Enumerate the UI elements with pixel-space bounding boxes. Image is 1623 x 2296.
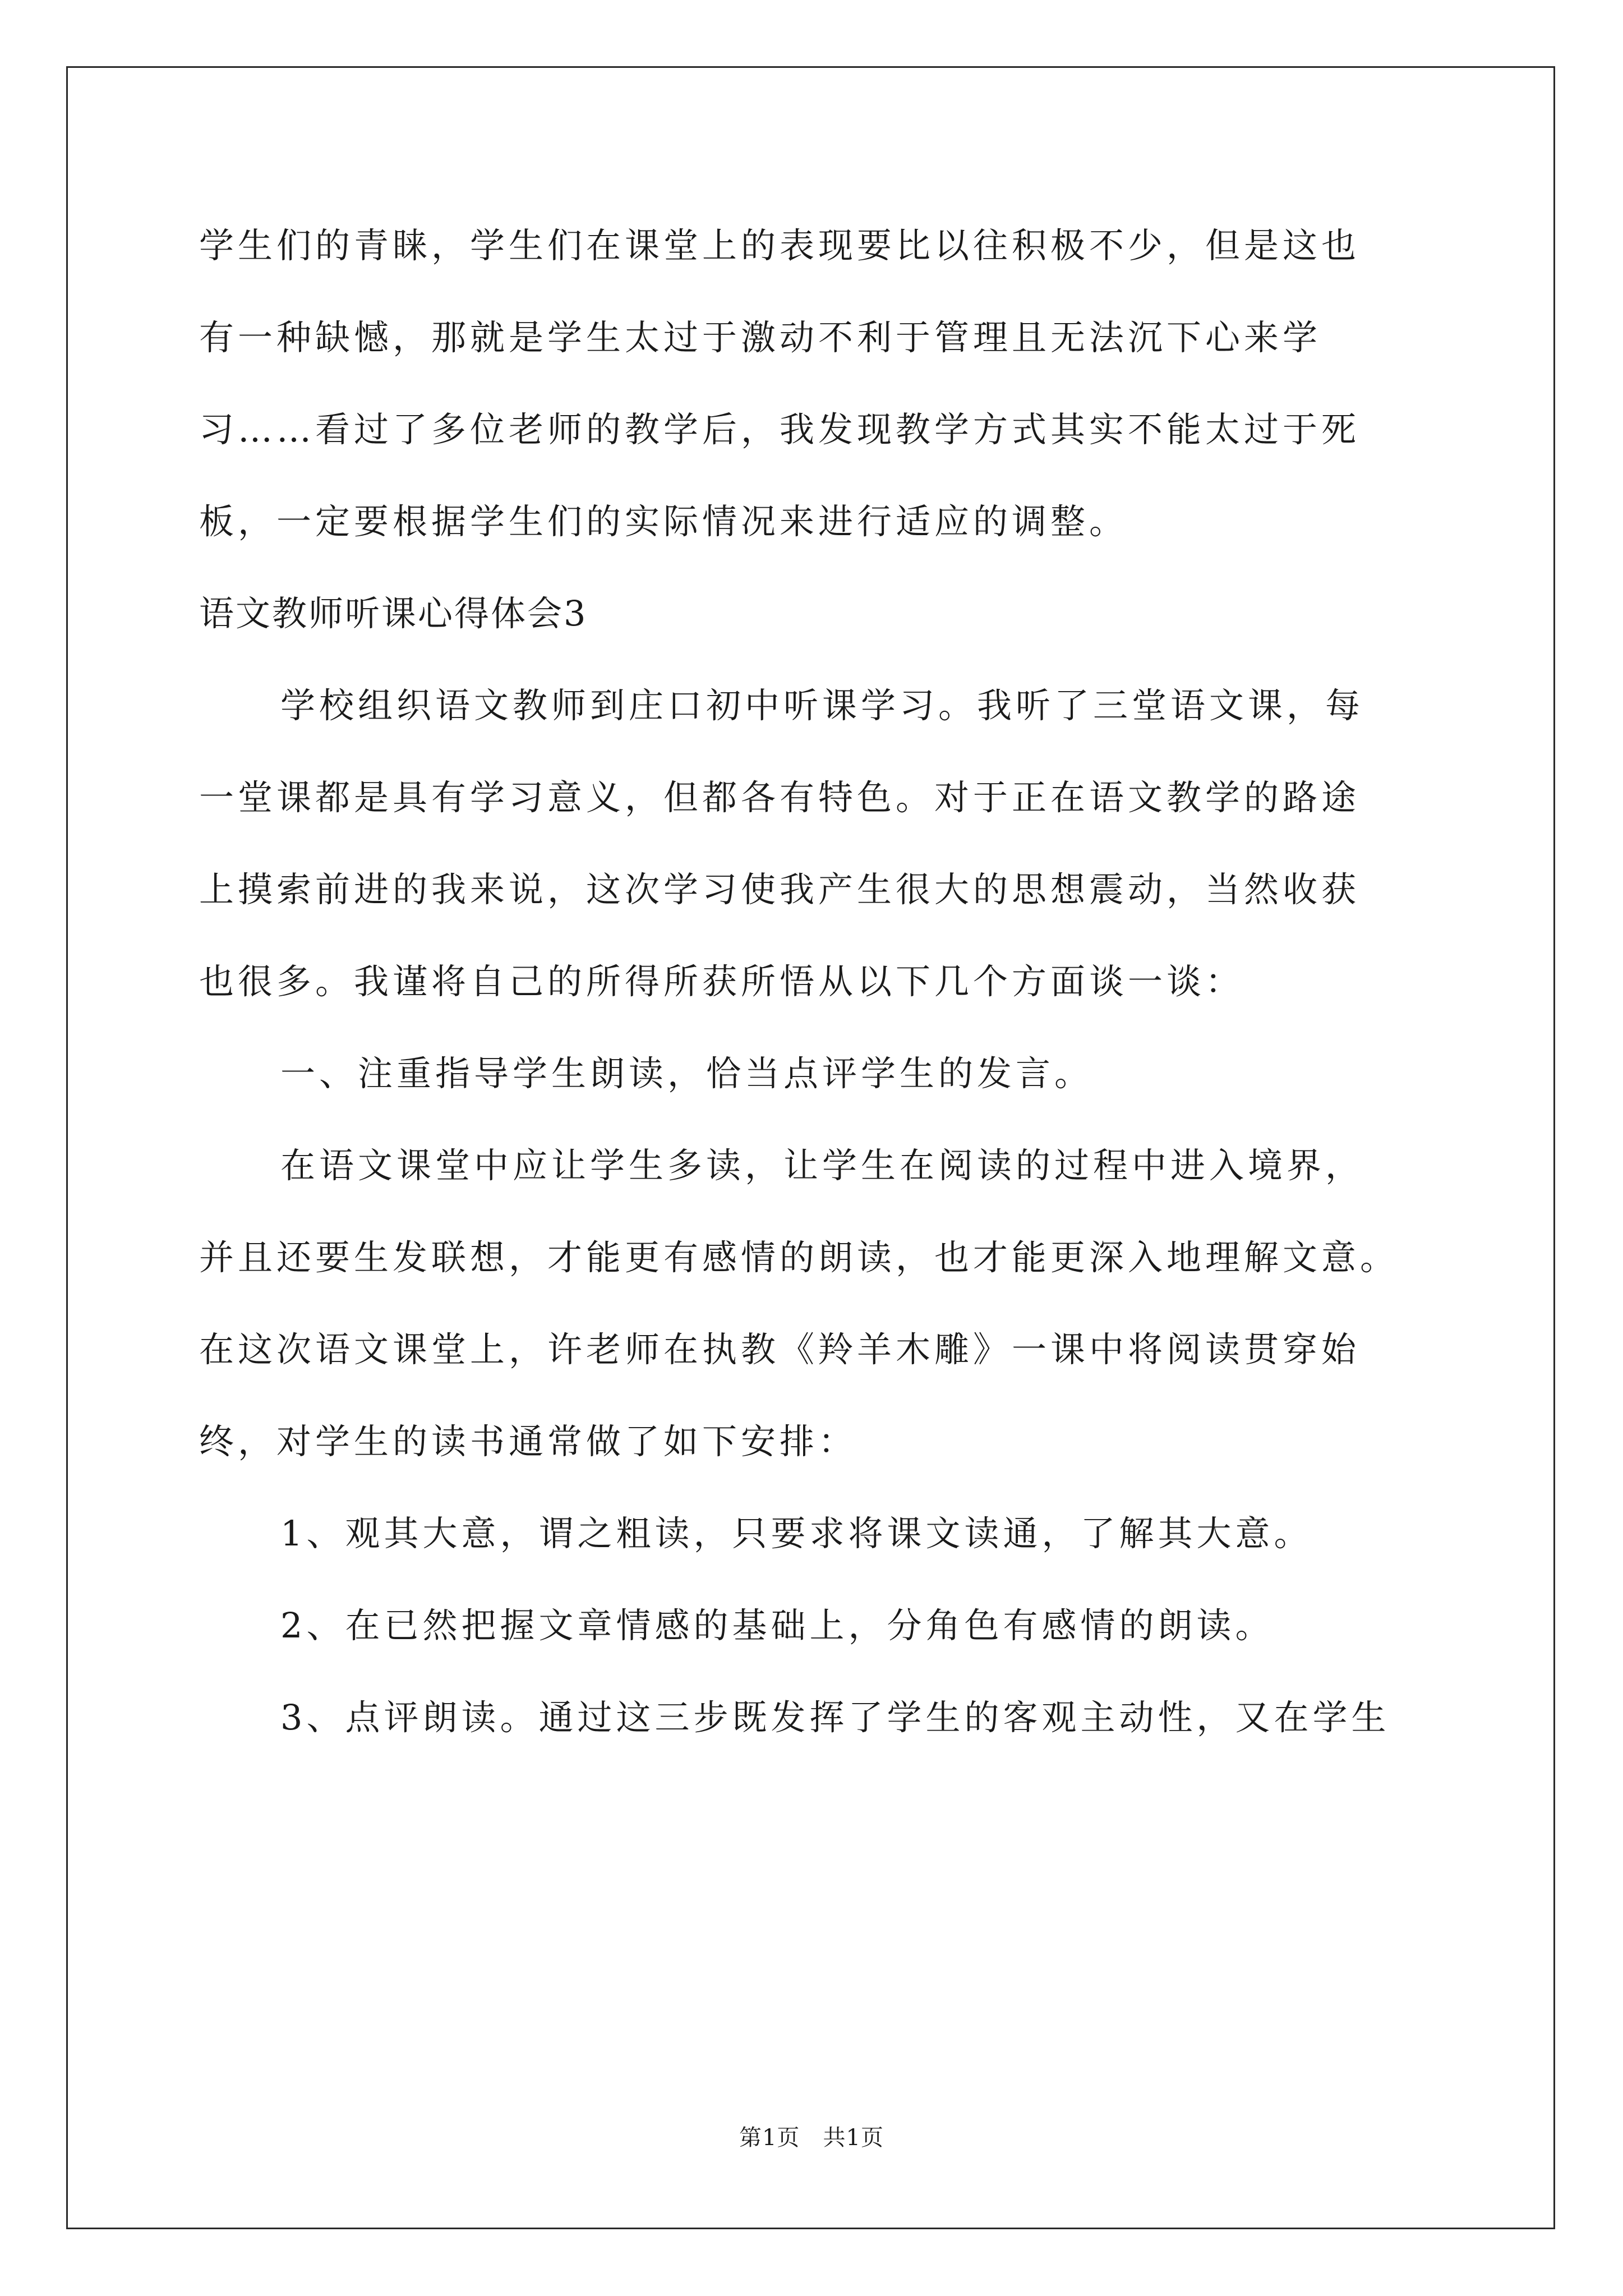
paragraph-line: 板，一定要根据学生们的实际情况来进行适应的调整。 (199, 501, 1128, 542)
list-item: 3、点评朗读。通过这三步既发挥了学生的客观主动性，又在学生 (280, 1697, 1390, 1738)
paragraph-line: 上摸索前进的我来说，这次学习使我产生很大的思想震动，当然收获 (199, 869, 1361, 910)
paragraph-line: 学生们的青睐，学生们在课堂上的表现要比以往积极不少，但是这也 (199, 225, 1361, 266)
paragraph-line: 终，对学生的读书通常做了如下安排： (199, 1421, 857, 1462)
paragraph-line: 有一种缺憾，那就是学生太过于激动不利于管理且无法沉下心来学 (199, 317, 1322, 358)
paragraph-line: 在这次语文课堂上，许老师在执教《羚羊木雕》一课中将阅读贯穿始 (199, 1329, 1361, 1370)
paragraph-line: 并且还要生发联想，才能更有感情的朗读，也才能更深入地理解文意。 (199, 1237, 1399, 1278)
list-item: 1、观其大意，谓之粗读，只要求将课文读通，了解其大意。 (280, 1513, 1313, 1554)
list-item: 2、在已然把握文章情感的基础上，分角色有感情的朗读。 (280, 1605, 1274, 1646)
paragraph-line: 一堂课都是具有学习意义，但都各有特色。对于正在语文教学的路途 (199, 777, 1361, 818)
paragraph-line: 在语文课堂中应让学生多读，让学生在阅读的过程中进入境界， (280, 1145, 1364, 1186)
paragraph-line: 也很多。我谨将自己的所得所获所悟从以下几个方面谈一谈： (199, 961, 1244, 1002)
paragraph-line: 学校组织语文教师到庄口初中听课学习。我听了三堂语文课，每 (280, 685, 1364, 726)
section-heading: 语文教师听课心得体会3 (199, 593, 588, 634)
page-footer: 第1页 共1页 (739, 2125, 884, 2151)
subheading-line: 一、注重指导学生朗读，恰当点评学生的发言。 (280, 1053, 1094, 1094)
paragraph-line: 习……看过了多位老师的教学后，我发现教学方式其实不能太过于死 (199, 409, 1361, 450)
